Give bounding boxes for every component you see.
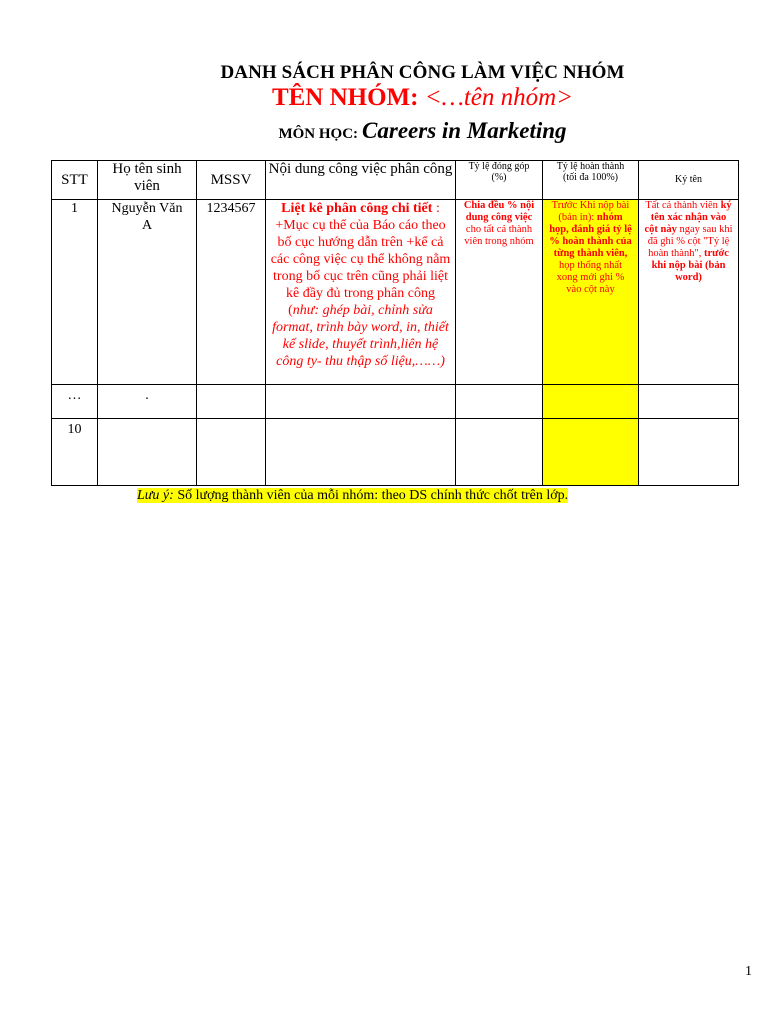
contribution-rest: cho tất cả thành viên trong nhóm — [464, 224, 534, 247]
note-label: Lưu ý: — [137, 488, 174, 503]
subject-line — [0, 118, 768, 144]
cell-contribution — [456, 385, 543, 419]
cell-contribution — [456, 200, 543, 385]
header-name: Họ tên sinh viên — [98, 161, 197, 200]
cell-content — [266, 200, 456, 385]
header-content: Nội dung công việc phân công — [266, 161, 456, 200]
table-row — [52, 385, 739, 419]
header-stt: STT — [52, 161, 98, 200]
note — [137, 488, 568, 504]
content-body: +Mục cụ thể của Báo cáo theo bố cục hướng dẫn trên +kể cả các công việc cụ thể không nằm trong bố cục trên cũng phải liệt kê đầy đủ trong phân công ( — [270, 218, 451, 318]
note-text: Số lượng thành viên của mỗi nhóm: theo DS chính thức chốt trên lớp. — [173, 488, 569, 503]
cell-sign — [639, 385, 739, 419]
cell-completion — [543, 385, 639, 419]
table-row — [52, 419, 739, 486]
completion-emphasis: nhóm họp, đánh giá tỷ lệ % hoàn thành của từng thành viên, — [549, 212, 632, 259]
page-number: 1 — [745, 964, 752, 979]
contribution-emphasis: Chia đều % nội dung công việc — [463, 200, 535, 223]
content-heading: Liệt kê phân công chi tiết — [281, 201, 433, 216]
cell-content — [266, 419, 456, 486]
group-name-line — [0, 84, 768, 112]
sign-deadline: trước khi nộp bài (bản word) — [651, 248, 729, 283]
cell-sign — [639, 200, 739, 385]
header-mssv: MSSV — [197, 161, 266, 200]
cell-stt: … — [52, 385, 98, 419]
cell-mssv — [197, 385, 266, 419]
cell-name: Nguyễn Văn A — [98, 200, 197, 385]
cell-stt: 10 — [52, 419, 98, 486]
content-colon: : — [432, 201, 440, 216]
subject-value: Careers in Marketing — [362, 118, 567, 143]
assignment-table — [51, 160, 739, 486]
cell-sign — [639, 419, 739, 486]
subject-label: MÔN HỌC: — [278, 126, 359, 142]
sign-mid: ngay sau khi đã ghi % cột "Tỷ lệ hoàn thành", — [647, 224, 733, 259]
cell-completion — [543, 419, 639, 486]
header-completion-main: Tỷ lệ hoàn thành — [556, 161, 625, 172]
cell-name — [98, 419, 197, 486]
cell-content — [266, 385, 456, 419]
completion-intro: Trước Khi nộp bài (bản in): — [551, 200, 630, 223]
cell-contribution — [456, 419, 543, 486]
cell-completion — [543, 200, 639, 385]
sign-intro: Tất cả thành viên — [645, 200, 721, 211]
cell-stt: 1 — [52, 200, 98, 385]
document-title: DANH SÁCH PHÂN CÔNG LÀM VIỆC NHÓM — [220, 62, 625, 83]
group-label: TÊN NHÓM: — [271, 84, 419, 111]
cell-mssv: 1234567 — [197, 200, 266, 385]
table-row — [52, 200, 739, 385]
header-completion — [543, 161, 639, 200]
completion-rest: họp thống nhất xong mới ghi % vào cột này — [556, 260, 625, 295]
header-completion-sub: (tối đa 100%) — [563, 172, 618, 183]
cell-name: . — [98, 385, 197, 419]
sign-emphasis: ký tên xác nhận vào cột này — [644, 200, 732, 235]
cell-mssv — [197, 419, 266, 486]
header-contribution: Tỷ lệ đóng góp (%) — [456, 161, 543, 200]
table-header-row — [52, 161, 739, 200]
group-value: <…tên nhóm> — [424, 84, 574, 111]
content-examples: như: ghép bài, chỉnh sửa format, trình bày word, in, thiết kế slide, thuyết trình,liên hệ công ty- thu thập số liệu,……) — [272, 303, 449, 369]
header-sign: Ký tên — [639, 161, 739, 200]
